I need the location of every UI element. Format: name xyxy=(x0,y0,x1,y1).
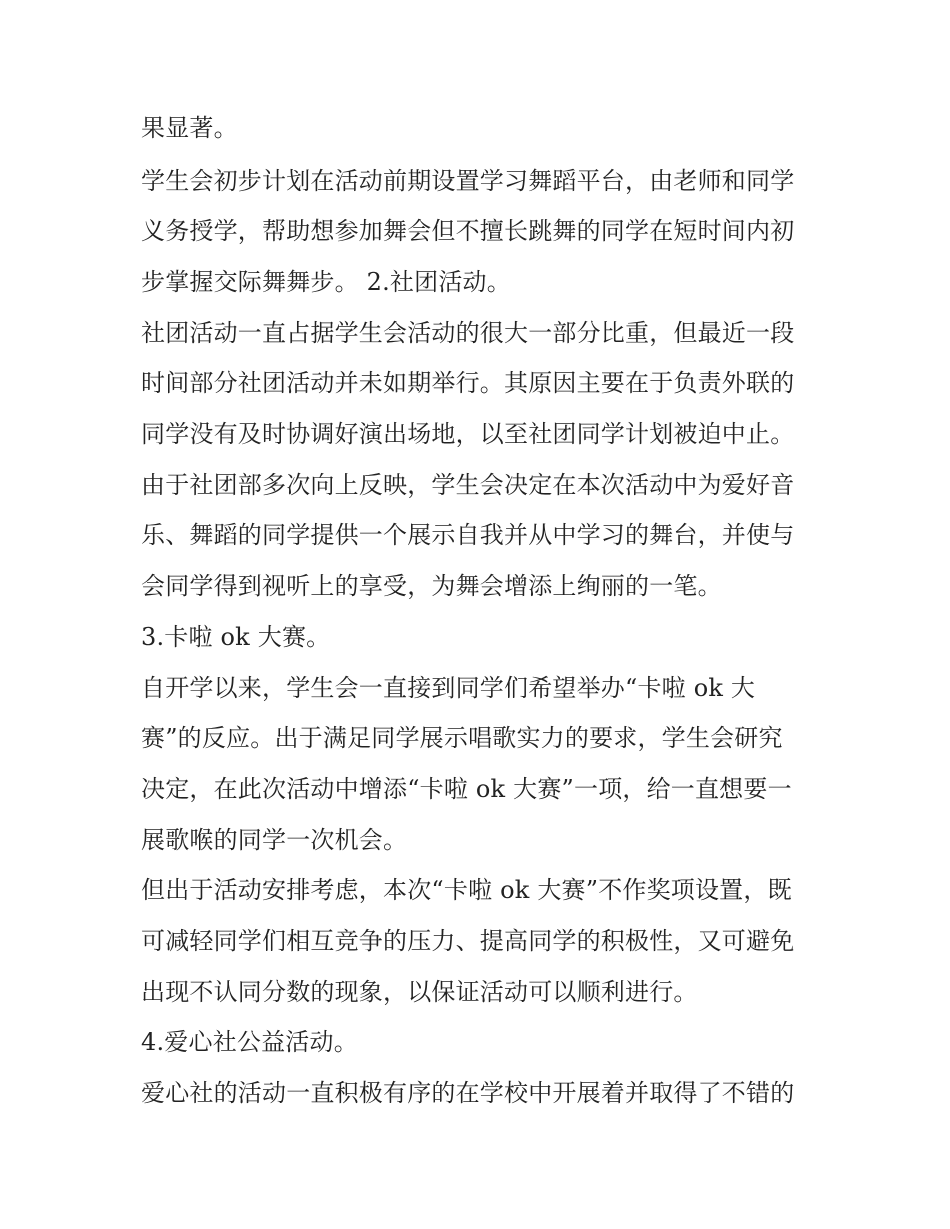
text-line: 4.爱心社公益活动。 xyxy=(141,1028,358,1056)
text-line: 学生会初步计划在活动前期设置学习舞蹈平台，由老师和同学 xyxy=(141,167,795,195)
text-line: 决定，在此次活动中增添“卡啦 ok 大赛”一项，给一直想要一 xyxy=(141,775,792,803)
text-line: 乐、舞蹈的同学提供一个展示自我并从中学习的舞台，并使与 xyxy=(141,521,795,549)
text-line: 时间部分社团活动并未如期举行。其原因主要在于负责外联的 xyxy=(141,369,795,397)
text-line: 出现不认同分数的现象，以保证活动可以顺利进行。 xyxy=(141,978,698,1006)
text-line: 同学没有及时协调好演出场地，以至社团同学计划被迫中止。 xyxy=(141,420,795,448)
text-line: 会同学得到视听上的享受，为舞会增添上绚丽的一笔。 xyxy=(141,572,722,600)
text-line: 可减轻同学们相互竞争的压力、提高同学的积极性，又可避免 xyxy=(141,927,795,955)
text-line: 步掌握交际舞舞步。 2.社团活动。 xyxy=(141,268,511,296)
text-line: 赛”的反应。出于满足同学展示唱歌实力的要求，学生会研究 xyxy=(141,724,783,752)
text-line: 自开学以来，学生会一直接到同学们希望举办“卡啦 ok 大 xyxy=(141,674,756,702)
text-line: 3.卡啦 ok 大赛。 xyxy=(141,623,331,651)
text-line: 义务授学，帮助想参加舞会但不擅长跳舞的同学在短时间内初 xyxy=(141,217,795,245)
text-line: 社团活动一直占据学生会活动的很大一部分比重，但最近一段 xyxy=(141,319,795,347)
text-line: 但出于活动安排考虑，本次“卡啦 ok 大赛”不作奖项设置，既 xyxy=(141,876,792,904)
text-line: 由于社团部多次向上反映，学生会决定在本次活动中为爱好音 xyxy=(141,471,795,499)
text-line: 果显著。 xyxy=(141,114,238,142)
text-line: 爱心社的活动一直积极有序的在学校中开展着并取得了不错的 xyxy=(141,1079,795,1107)
text-line: 展歌喉的同学一次机会。 xyxy=(141,826,408,854)
